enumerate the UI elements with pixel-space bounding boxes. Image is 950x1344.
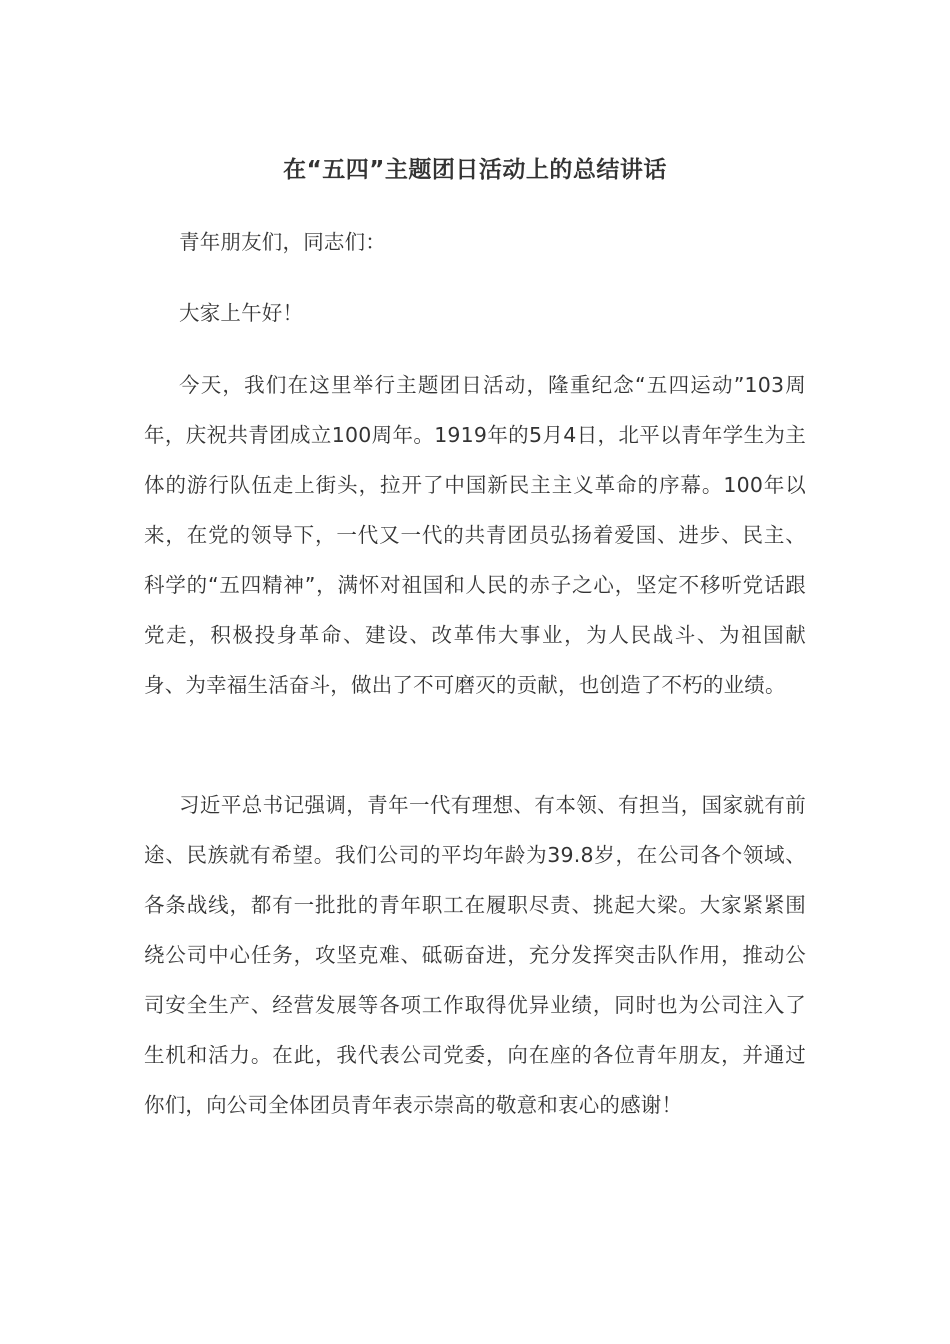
body-paragraph: 今天，我们在这里举行主题团日活动，隆重纪念“五四运动”103周年，庆祝共青团成立100周年。1919年的5月4日，北平以青年学生为主体的游行队伍走上街头，拉开了中国新民主主义革命的序幕。100年以来，在党的领导下，一代又一代的共青团员弘扬着爱国、进步、民主、科学的“五四精神”，满怀对祖国和人民的赤子之心，坚定不移听党话跟党走，积极投身革命、建设、改革伟大事业，为人民战斗、为祖国献身、为幸福生活奋斗，做出了不可磨灭的贡献，也创造了不朽的业绩。 xyxy=(144,373,806,697)
greeting-paragraph: 大家上午好！ xyxy=(179,301,304,325)
salutation-paragraph: 青年朋友们，同志们： xyxy=(179,230,386,254)
body-paragraph: 习近平总书记强调，青年一代有理想、有本领、有担当，国家就有前途、民族就有希望。我们公司的平均年龄为39.8岁，在公司各个领域、各条战线，都有一批批的青年职工在履职尽责、挑起大梁。大家紧紧围绕公司中心任务，攻坚克难、砥砺奋进，充分发挥突击队作用，推动公司安全生产、经营发展等各项工作取得优异业绩，同时也为公司注入了生机和活力。在此，我代表公司党委，向在座的各位青年朋友，并通过你们，向公司全体团员青年表示崇高的敬意和衷心的感谢！ xyxy=(144,793,806,1117)
document-title: 在“五四”主题团日活动上的总结讲话 xyxy=(283,157,667,183)
